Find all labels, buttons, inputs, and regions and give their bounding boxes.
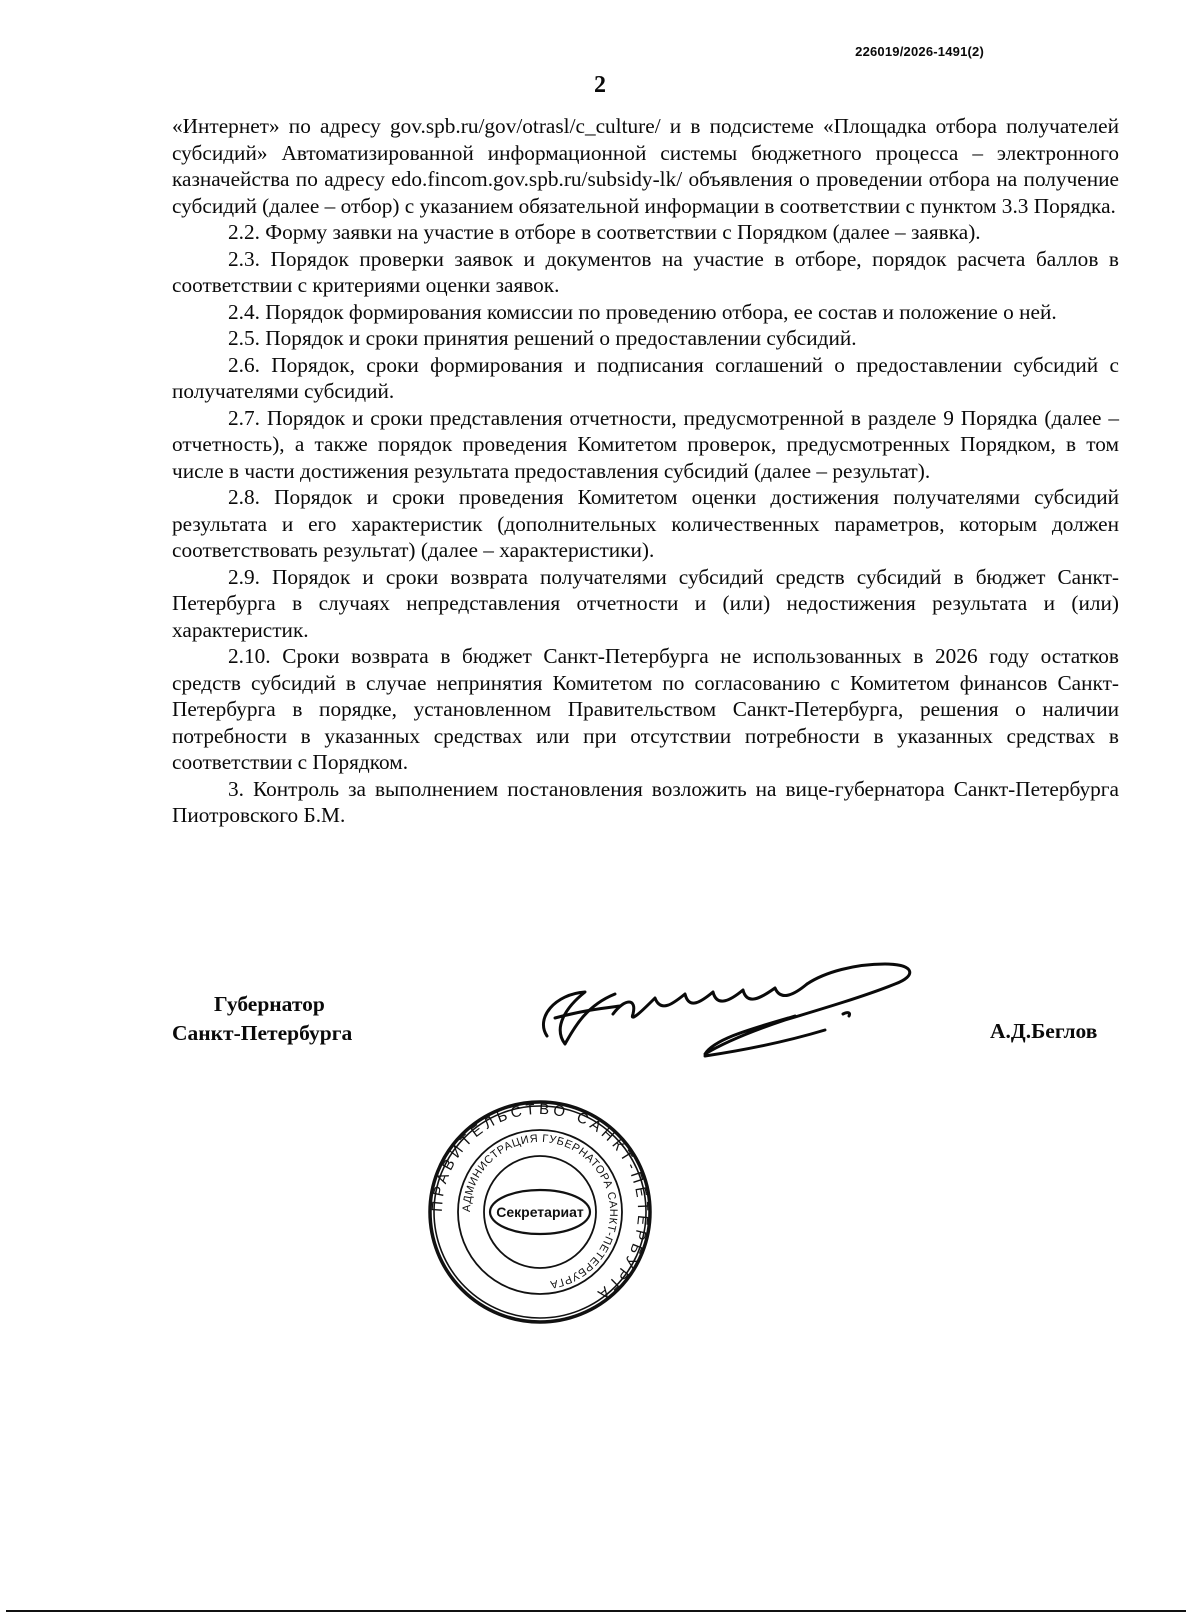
seal-center-text: Секретариат bbox=[496, 1204, 584, 1220]
page-bottom-edge bbox=[6, 1610, 1186, 1612]
signatory-name: А.Д.Беглов bbox=[990, 1019, 1098, 1043]
handwritten-signature bbox=[525, 958, 945, 1068]
paragraph: 2.5. Порядок и сроки принятия решений о предоставлении субсидий. bbox=[228, 326, 857, 350]
paragraph: 2.7. Порядок и сроки представления отчетности, предусмотренной в разделе 9 Порядка (далее – отчетность), а также порядок проведения Комитетом проверок, предусмотренных Порядком, в том числе в части достижения результата предоставления субсидий (далее – результат). bbox=[172, 405, 1119, 483]
signatory-position bbox=[172, 990, 352, 1048]
paragraph: 2.3. Порядок проверки заявок и документов на участие в отборе, порядок расчета баллов в соответствии с критериями оценки заявок. bbox=[172, 246, 1119, 297]
seal-outer-text: ПРАВИТЕЛЬСТВО САНКТ-ПЕТЕРБУРГА bbox=[428, 1100, 652, 1305]
document-body bbox=[172, 113, 1119, 829]
paragraph: 2.10. Сроки возврата в бюджет Санкт-Петербурга не использованных в 2026 году остатков средств субсидий в случае непринятия Комитетом по согласованию с Комитетом финансов Санкт-Петербурга в порядке, установленном Правительством Санкт-Петербурга, решения о наличии потребности в указанных средствах или при отсутствии потребности в указанных средствах в соответствии с Порядком. bbox=[172, 644, 1119, 774]
page-number: 2 bbox=[594, 72, 606, 98]
paragraph: 2.4. Порядок формирования комиссии по проведению отбора, ее состав и положение о ней. bbox=[228, 299, 1057, 324]
official-seal bbox=[428, 1100, 652, 1324]
seal-inner-text: АДМИНИСТРАЦИЯ ГУБЕРНАТОРА САНКТ-ПЕТЕРБУРГА bbox=[460, 1132, 620, 1291]
paragraph: 2.9. Порядок и сроки возврата получателями субсидий средств субсидий в бюджет Санкт-Петербурга в случаях непредставления отчетности и (или) недостижения результата и (или) характеристик. bbox=[172, 564, 1119, 642]
paragraph: 2.8. Порядок и сроки проведения Комитетом оценки достижения получателями субсидий результата и его характеристик (дополнительных количественных параметров, которым должен соответствовать результат) (далее – характеристики). bbox=[172, 485, 1119, 562]
position-line-1: Губернатор bbox=[214, 992, 325, 1016]
document-number: 226019/2026-1491(2) bbox=[855, 44, 984, 59]
paragraph: 2.2. Форму заявки на участие в отборе в соответствии с Порядком (далее – заявка). bbox=[228, 220, 981, 244]
paragraph: 2.6. Порядок, сроки формирования и подписания соглашений о предоставлении субсидий с получателями субсидий. bbox=[172, 352, 1119, 403]
position-line-2: Санкт-Петербурга bbox=[172, 1021, 353, 1045]
paragraph: 3. Контроль за выполнением постановления возложить на вице-губернатора Санкт-Петербурга Пиотровского Б.М. bbox=[172, 776, 1119, 827]
paragraph: «Интернет» по адресу gov.spb.ru/gov/otrasl/c_culture/ и в подсистеме «Площадка отбора получателей субсидий» Автоматизированной информационной системы бюджетного процесса – электронного казначейства по адресу edo.fincom.gov.spb.ru/subsidy-lk/ объявления о проведении отбора на получение субсидий (далее – отбор) с указанием обязательной информации в соответствии с пунктом 3.3 Порядка. bbox=[172, 114, 1119, 218]
